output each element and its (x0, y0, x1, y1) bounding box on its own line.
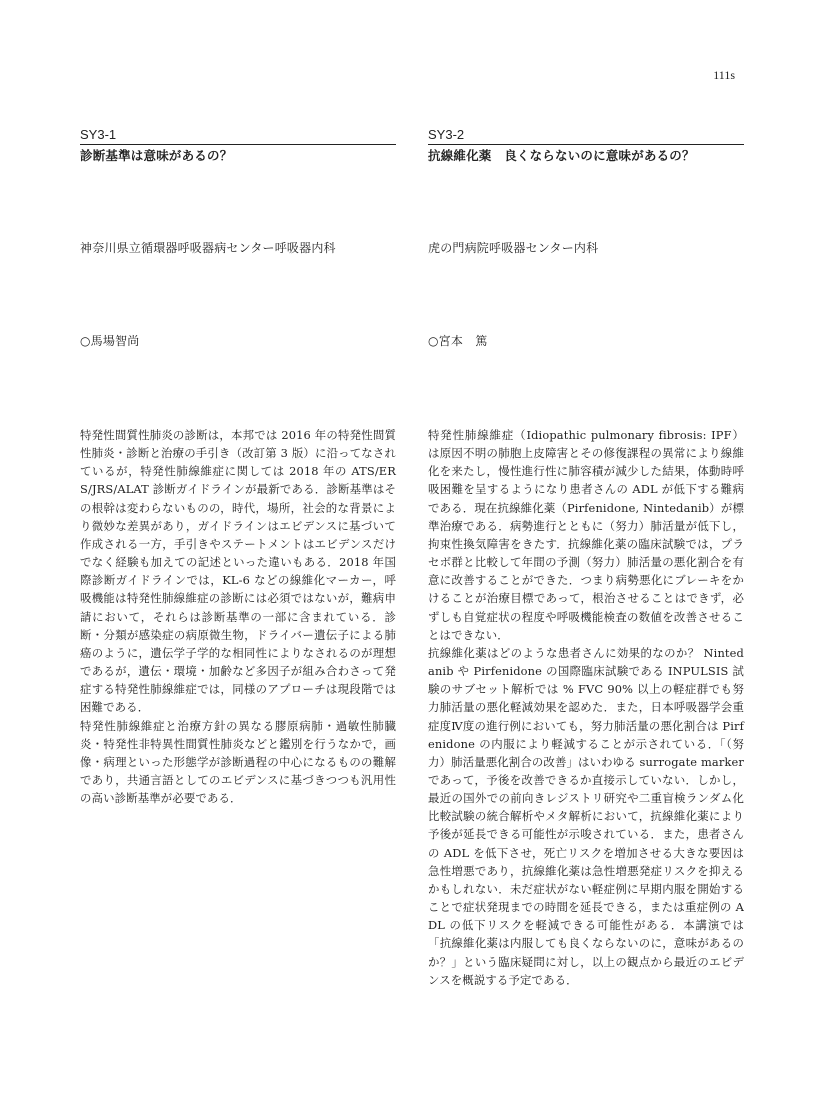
abstract-paragraph: 抗線維化薬はどのような患者さんに効果的なのか？ Nintedanib や Pirfenidone の国際臨床試験である INPULSIS 試験のサブセット解析では % FVC 90% 以上の軽症群でも努力肺活量の悪化軽減効果を認めた．また，日本呼吸器学会重症度Ⅳ度の進行例においても，努力肺活量の悪化割合は Pirfenidone の内服により軽減することが示されている．「（努力）肺活量悪化割合の改善」はいわゆる surrogate marker であって，予後を改善できるか直接示していない．しかし，最近の国外での前向きレジストリ研究や二重盲検ランダム化比較試験の統合解析やメタ解析において，抗線維化薬により予後が延長できる可能性が示唆されている．また，患者さんの ADL を低下させ，死亡リスクを増加させる大きな要因は急性増悪であり，抗線維化薬は急性増悪発症リスクを抑えるかもしれない．未だ症状がない軽症例に早期内服を開始することで症状発現までの時間を延長できる，または重症例の ADL の低下リスクを軽減できる可能性がある．本講演では「抗線維化薬は内服しても良くならないのに，意味があるのか？」という臨床疑問に対し，以上の観点から最近のエビデンスを概説する予定である． (428, 645, 744, 987)
affiliation: 神奈川県立循環器呼吸器病センター呼吸器内科 (80, 241, 336, 255)
abstract-sy3-2 (428, 127, 744, 987)
affiliation: 虎の門病院呼吸器センター内科 (428, 241, 599, 255)
author: ○馬場智尚 (80, 334, 140, 348)
abstract-paragraph: 特発性肺線維症と治療方針の異なる膠原病肺・過敏性肺臓炎・特発性非特異性間質性肺炎などと鑑別を行うなかで，画像・病理といった形態学が診断過程の中心になるものの難解であり，共通言語としてのエビデンスに基づきつつも汎用性の高い診断基準が必要である． (80, 718, 396, 806)
session-id: SY3-2 (428, 127, 744, 145)
abstract-paragraph: 特発性肺線維症（Idiopathic pulmonary fibrosis: IPF）は原因不明の肺胞上皮障害とその修復課程の異常により線維化を来たし，慢性進行性に肺容積が減少した結果，体動時呼吸困難を呈するようになり患者さんの ADL が低下する難病である．現在抗線維化薬（Pirfenidone, Nintedanib）が標準治療である．病勢進行とともに（努力）肺活量が低下し，拘束性換気障害をきたす．抗線維化薬の臨床試験では，プラセボ群と比較して年間の予測（努力）肺活量の悪化割合を有意に改善することができた．つまり病勢悪化にブレーキをかけることが治療目標であって，根治させることはできず，必ずしも自覚症状の程度や呼吸機能検査の数値を改善させることはできない． (428, 428, 744, 642)
abstract-paragraph: 特発性間質性肺炎の診断は，本邦では 2016 年の特発性間質性肺炎・診断と治療の手引き（改訂第 3 版）に沿ってなされているが，特発性肺線維症に関しては 2018 年の ATS/ERS/JRS/ALAT 診断ガイドラインが最新である．診断基準はその根幹は変わらないものの，時代，場所，社会的な背景により微妙な差異があり，ガイドラインはエビデンスに基づいて作成される一方，手引きやステートメントはエビデンスだけでなく経験も加えての記述といった違いもある．2018 年国際診断ガイドラインでは，KL-6 などの線維化マーカー，呼吸機能は特発性肺線維症の診断には必須ではないが，難病申請において，それらは診断基準の一部に含まれている．診断・分類が感染症の病原微生物，ドライバー遺伝子による肺癌のように，遺伝学子学的な相同性によりなされるのが理想であるが，遺伝・環境・加齢など多因子が組み合わさって発症する特発性肺線維症では，同様のアプローチは現段階では困難である． (80, 428, 396, 715)
abstract-sy3-1 (80, 127, 396, 806)
session-id: SY3-1 (80, 127, 396, 145)
page-number: 111s (713, 68, 735, 82)
author: ○宮本 篤 (428, 334, 488, 348)
talk-title: 診断基準は意味があるの？ (80, 148, 233, 163)
abstract-body (428, 426, 744, 989)
abstract-body (80, 426, 396, 807)
talk-title: 抗線維化薬 良くならないのに意味があるの？ (428, 148, 695, 163)
